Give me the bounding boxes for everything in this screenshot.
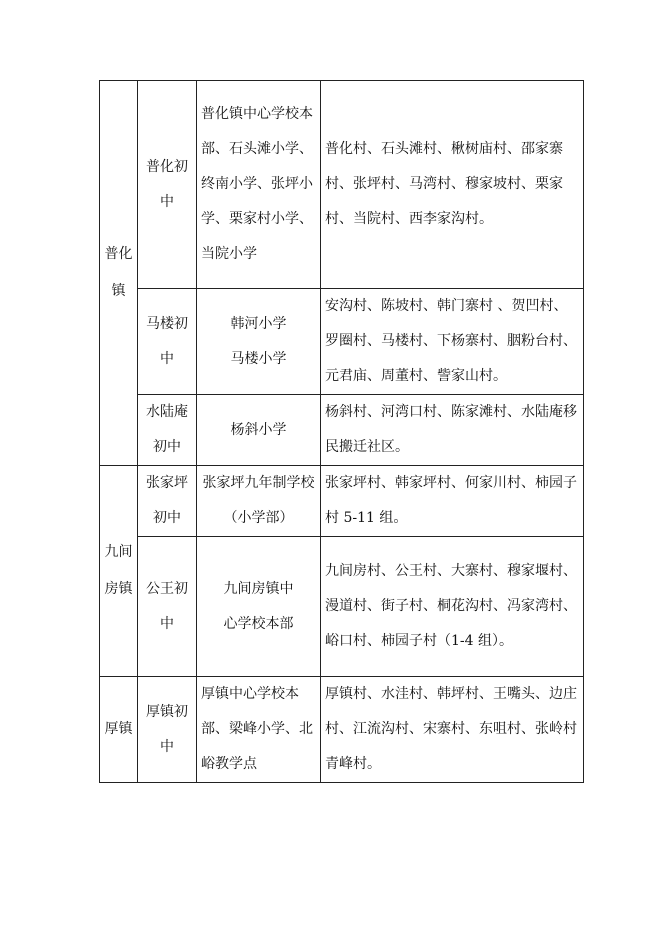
middle-school-cell: 公王初中: [138, 537, 197, 677]
middle-school-cell: 马楼初中: [138, 289, 197, 395]
primary-school-line: 九间房镇中: [223, 580, 294, 597]
villages-cell: 杨斜村、河湾口村、陈家滩村、水陆庵移民搬迁社区。: [321, 395, 584, 466]
middle-school-cell: 水陆庵初中: [138, 395, 197, 466]
primary-school-line: 韩河小学: [230, 315, 287, 332]
table-row: [100, 466, 584, 537]
middle-school-cell: 厚镇初中: [138, 677, 197, 783]
middle-school-cell: 普化初中: [138, 81, 197, 289]
table-row: [100, 81, 584, 289]
primary-school-cell: 杨斜小学: [197, 395, 321, 466]
town-cell: 九间房镇: [100, 466, 138, 677]
villages-cell: 厚镇村、水洼村、韩坪村、王嘴头、边庄村、江流沟村、宋寨村、东咀村、张岭村青峰村。: [321, 677, 584, 783]
villages-cell: 安沟村、陈坡村、韩门寨村 、贺凹村、罗圈村、马楼村、下杨寨村、胭粉台村、元君庙、周董村、訾家山村。: [321, 289, 584, 395]
primary-school-cell: [197, 537, 321, 677]
town-cell: 厚镇: [100, 677, 138, 783]
primary-school-cell: 张家坪九年制学校（小学部）: [197, 466, 321, 537]
table-row: [100, 395, 584, 466]
town-cell: 普化镇: [100, 81, 138, 466]
villages-cell: 张家坪村、韩家坪村、何家川村、柿园子村 5-11 组。: [321, 466, 584, 537]
villages-cell: 九间房村、公王村、大寨村、穆家堰村、漫道村、街子村、桐花沟村、冯家湾村、峪口村、柿园子村（1-4 组）。: [321, 537, 584, 677]
middle-school-cell: 张家坪初中: [138, 466, 197, 537]
primary-school-line: 心学校本部: [223, 615, 294, 632]
villages-cell: 普化村、石头滩村、楸树庙村、邵家寨村、张坪村、马湾村、穆家坡村、栗家村、当院村、西李家沟村。: [321, 81, 584, 289]
school-district-table: [99, 80, 584, 783]
table-row: [100, 677, 584, 783]
primary-school-cell: 厚镇中心学校本部、梁峰小学、北峪教学点: [197, 677, 321, 783]
primary-school-line: 马楼小学: [230, 350, 287, 367]
primary-school-cell: 普化镇中心学校本部、石头滩小学、终南小学、张坪小学、栗家村小学、当院小学: [197, 81, 321, 289]
table-row: [100, 537, 584, 677]
table-row: [100, 289, 584, 395]
primary-school-cell: [197, 289, 321, 395]
